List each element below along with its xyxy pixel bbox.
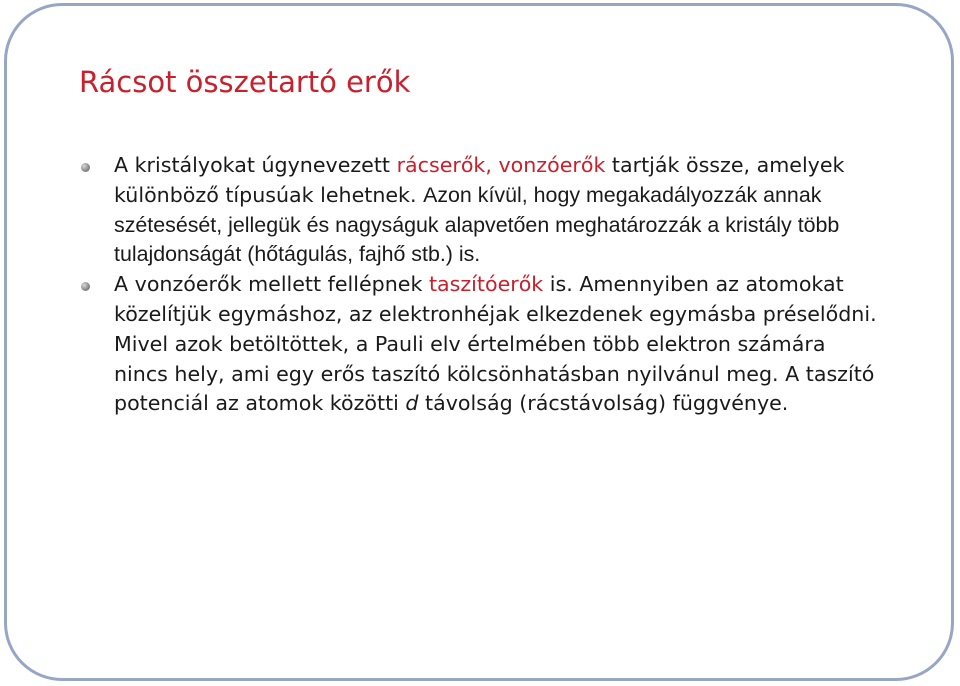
bullet-2-highlight: taszítóerők — [428, 272, 544, 297]
bullet-1-text-start: A kristályokat úgynevezett — [114, 153, 397, 177]
bullet-dot-icon — [81, 163, 90, 172]
bullet-2-text-middle: is. Amennyiben az atomokat közelítjük egymáshoz, az elektronhéjak elkezdenek egymásba préselődni. Mivel azok betöltöttek, a Pauli elv értelmében több elektron számára nincs hely, ami egy erős taszító kölcsönhatásban nyilvánul meg. A taszító potenciál az atomok közötti — [114, 272, 877, 416]
bullet-1-text-end: Azon kívül, hogy megakadályozzák annak szétesését, jellegük és nagyságuk alapvetően meghatározzák a kristály több tulajdonságát (hőtágulás, fajhő stb.) is. — [114, 182, 840, 267]
bullet-list — [80, 151, 880, 419]
bullet-2-italic-variable: d — [405, 391, 419, 416]
bullet-dot-icon — [81, 282, 90, 291]
bullet-item-1 — [80, 151, 880, 270]
bullet-1-text-middle: tartják össze, amelyek különböző típusúak lehetnek. — [114, 153, 845, 207]
slide-title: Rácsot összetartó erők — [79, 65, 411, 99]
bullet-2-text-start: A vonzóerők mellett fellépnek — [114, 272, 429, 297]
bullet-2-text-end: távolság (rácstávolság) függvénye. — [418, 391, 789, 416]
bullet-1-highlight: rácserők, vonzóerők — [396, 153, 606, 177]
bullet-item-2 — [80, 270, 880, 419]
